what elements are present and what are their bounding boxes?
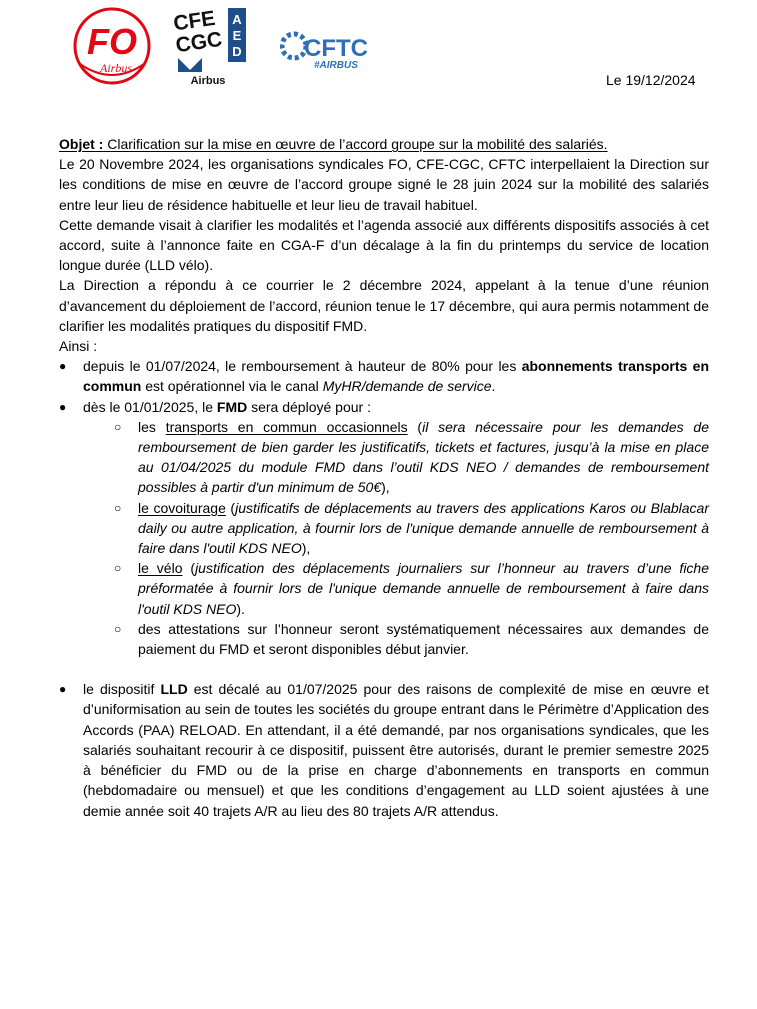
- document-date: Le 19/12/2024: [606, 72, 696, 88]
- cfe-logo-line1: CFE: [172, 6, 217, 36]
- cfe-cgc-aed-logo: [172, 6, 248, 86]
- subject-line: [59, 134, 709, 154]
- cfe-logo-side-e: E: [232, 28, 242, 43]
- cfe-logo-sub: Airbus: [190, 75, 226, 86]
- bullet-fmd: ● dès le 01/01/2025, le FMD sera déployé pour : ○ les transports en commun occasionnels (il sera nécessaire pour les demandes de remboursement de bien garder les justificatifs, tickets et factures, jusqu’à la mise en place au 01/04/2025 du module FMD dans l’outil KDS NEO / demandes de remboursement possibles à partir d'un minimum de 50€), ○ le covoiturage (justificatifs de déplacements au travers des applications Karos ou Blablacar daily ou autre application, à fournir lors de l'unique demande annuelle de remboursement à faire dans l'outil KDS NEO), ○ le vélo (justification des déplacements journaliers sur l’honneur au travers d’une fiche préformatée à fournir lors de l'unique demande annuelle de remboursement à faire dans l'outil KDS NEO). ○ des attestations sur l’honneur seront systématiquement nécessaires aux demandes de paiement du FMD et seront disponibles début janvier.: [59, 397, 709, 660]
- sub-item-velo: ○ le vélo (justification des déplacements journaliers sur l’honneur au travers d’une fiche préformatée à fournir lors de l'unique demande annuelle de remboursement à faire dans l'outil KDS NEO).: [83, 558, 709, 619]
- paragraph-1: Le 20 Novembre 2024, les organisations syndicales FO, CFE-CGC, CFTC interpellaient la Direction sur les conditions de mise en œuvre de l’accord groupe signé le 28 juin 2024 sur la mobilité des salariés entre leur lieu de résidence habituelle et leur lieu de travail habituel.: [59, 156, 709, 213]
- subject-label: Objet :: [59, 136, 104, 152]
- bullet-lld: ● le dispositif LLD est décalé au 01/07/2025 pour des raisons de complexité de mise en œuvre et d’uniformisation au sein de toutes les sociétés du groupe entrant dans le Périmètre d’Application des Accords (PAA) RELOAD. En attendant, il a été demandé, par nos organisations syndicales, que les salariés souhaitant recourir à ce dispositif, puissent être autorisés, durant le premier semestre 2025 à bénéficier du FMD ou de la prise en charge d’abonnements en transports en commun (hebdomadaire ou mensuel) et que les conditions d’engagement au LLD soient ajustées à une demie année soit 40 trajets A/R au lieu des 80 trajets A/R attendus.: [59, 679, 709, 820]
- cfe-logo-line2: CGC: [174, 27, 224, 58]
- fo-airbus-logo: [68, 6, 156, 86]
- bullet-transports-abonnements: ● depuis le 01/07/2024, le remboursement à hauteur de 80% pour les abonnements transports en commun est opérationnel via le canal MyHR/demande de service.: [59, 356, 709, 396]
- letter-body: [59, 134, 709, 821]
- paragraph-3: La Direction a répondu à ce courrier le 2 décembre 2024, appelant à la tenue d’une réunion d’avancement du déploiement de l’accord, réunion tenue le 17 décembre, qui aura permis notamment de clarifier les modalités pratiques du dispositif FMD.: [59, 277, 709, 334]
- cfe-logo-side-d: D: [232, 44, 242, 59]
- paragraph-2: Cette demande visait à clarifier les modalités et l’agenda associé aux différents dispositifs associés à cet accord, suite à l’annonce faite en CGA-F d’un décalage à la fin du printemps du service de location longue durée (LLD vélo).: [59, 216, 709, 274]
- main-bullet-list: [59, 356, 709, 820]
- sub-item-attestations: ○ des attestations sur l’honneur seront systématiquement nécessaires aux demandes de paiement du FMD et seront disponibles début janvier.: [83, 619, 709, 659]
- fo-logo-text: FO: [87, 21, 137, 62]
- subject-text: Clarification sur la mise en œuvre de l’accord groupe sur la mobilité des salariés.: [103, 136, 608, 152]
- ainsi-label: Ainsi :: [59, 338, 98, 355]
- cftc-logo-sub: #AIRBUS: [314, 60, 358, 71]
- fo-logo-sub: Airbus: [99, 61, 133, 75]
- cftc-logo-text: CFTC: [304, 35, 368, 62]
- cfe-logo-side-a: A: [232, 12, 242, 27]
- sub-item-transports-occasionnels: ○ les transports en commun occasionnels (il sera nécessaire pour les demandes de remboursement de bien garder les justificatifs, tickets et factures, jusqu’à la mise en place au 01/04/2025 du module FMD dans l’outil KDS NEO / demandes de remboursement possibles à partir d'un minimum de 50€),: [83, 417, 709, 498]
- sub-item-covoiturage: ○ le covoiturage (justificatifs de déplacements au travers des applications Karos ou Blablacar daily ou autre application, à fournir lors de l'unique demande annuelle de remboursement à faire dans l'outil KDS NEO),: [83, 498, 709, 559]
- cftc-airbus-logo: [280, 28, 380, 72]
- fmd-sub-list: [83, 417, 709, 659]
